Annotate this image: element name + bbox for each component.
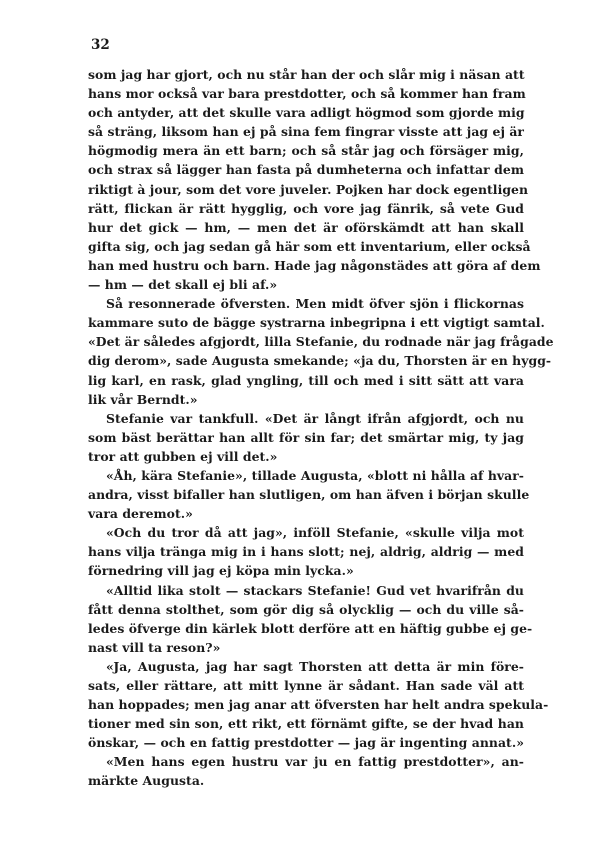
text-line: förnedring vill jag ej köpa min lycka.»	[88, 563, 354, 579]
text-line: ledes öfverge din kärlek blott derföre att en häftig gubbe ej ge-	[88, 620, 533, 636]
text-line: som jag har gjort, och nu står han der och slår mig i näsan att	[88, 67, 525, 82]
text-line: tror att gubben ej vill det.»	[88, 448, 278, 464]
text-line: «Ja, Augusta, jag har sagt Thorsten att detta är min före-	[106, 658, 524, 674]
body-text	[88, 65, 554, 791]
text-line: «Åh, kära Stefanie», tillade Augusta, «blott ni hålla af hvar-	[106, 467, 524, 483]
text-line: fått denna stolthet, som gör dig så olycklig — och du ville så-	[88, 601, 524, 617]
page-number: 32	[91, 37, 110, 53]
text-line: och antyder, att det skulle vara adligt högmod som gjorde mig	[88, 105, 525, 121]
text-line: hans vilja tränga mig in i hans slott; nej, aldrig, aldrig — med	[88, 544, 524, 560]
text-line: märkte Augusta.	[88, 773, 205, 789]
text-line: hur det gick — hm, — men det är oförskämdt att han skall	[88, 219, 524, 235]
text-line: — hm — det skall ej bli af.»	[88, 277, 278, 293]
text-line: rätt, flickan är rätt hygglig, och vore jag fänrik, så vete Gud	[88, 200, 524, 216]
text-line: hans mor också var bara prestdotter, och så kommer han fram	[88, 86, 526, 102]
text-line: andra, visst bifaller han slutligen, om han äfven i början skulle	[88, 487, 530, 503]
text-line: gifta sig, och jag sedan gå här som ett inventarium, eller också	[88, 238, 531, 254]
text-line: han med hustru och barn. Hade jag någonstädes att göra af dem	[88, 257, 541, 273]
text-line: kammare suto de bägge systrarna inbegripna i ett vigtigt samtal.	[88, 315, 545, 331]
text-line: lig karl, en rask, glad yngling, till och med i sitt sätt att vara	[88, 372, 524, 388]
text-line: «Det är således afgjordt, lilla Stefanie, du rodnade när jag frågade	[88, 334, 554, 350]
text-line: han hoppades; men jag anar att öfversten har helt andra spekula-	[88, 697, 549, 713]
text-line: högmodig mera än ett barn; och så står jag och försäger mig,	[88, 143, 524, 159]
text-line: som bäst berättar han allt för sin far; det smärtar mig, ty jag	[88, 429, 524, 445]
text-line: önskar, — och en fattig prestdotter — jag är ingenting annat.»	[88, 735, 524, 751]
text-line: dig derom», sade Augusta smekande; «ja du, Thorsten är en hygg-	[88, 353, 552, 369]
text-line: lik vår Berndt.»	[88, 391, 198, 407]
text-line: sats, eller rättare, att mitt lynne är sådant. Han sade väl att	[88, 678, 524, 693]
text-line: nast vill ta reson?»	[88, 639, 221, 655]
text-line: Så resonnerade öfversten. Men midt öfver sjön i flickornas	[106, 296, 524, 312]
text-line: riktigt à jour, som det vore juveler. Pojken har dock egentligen	[88, 181, 529, 197]
text-line: Stefanie var tankfull. «Det är långt ifrån afgjordt, och nu	[106, 410, 524, 426]
text-line: tioner med sin son, ett rikt, ett förnämt gifte, se der hvad han	[88, 716, 524, 732]
text-line: så sträng, liksom han ej på sina fem fingrar visste att jag ej är	[88, 124, 524, 140]
text-line: «Alltid lika stolt — stackars Stefanie! Gud vet hvarifrån du	[106, 582, 524, 598]
text-line: och strax så lägger han fasta på dumheterna och infattar dem	[88, 162, 524, 178]
text-line: «Och du tror då att jag», inföll Stefanie, «skulle vilja mot	[106, 525, 524, 541]
text-line: vara deremot.»	[88, 506, 193, 522]
text-line: «Men hans egen hustru var ju en fattig prestdotter», an-	[106, 754, 524, 770]
